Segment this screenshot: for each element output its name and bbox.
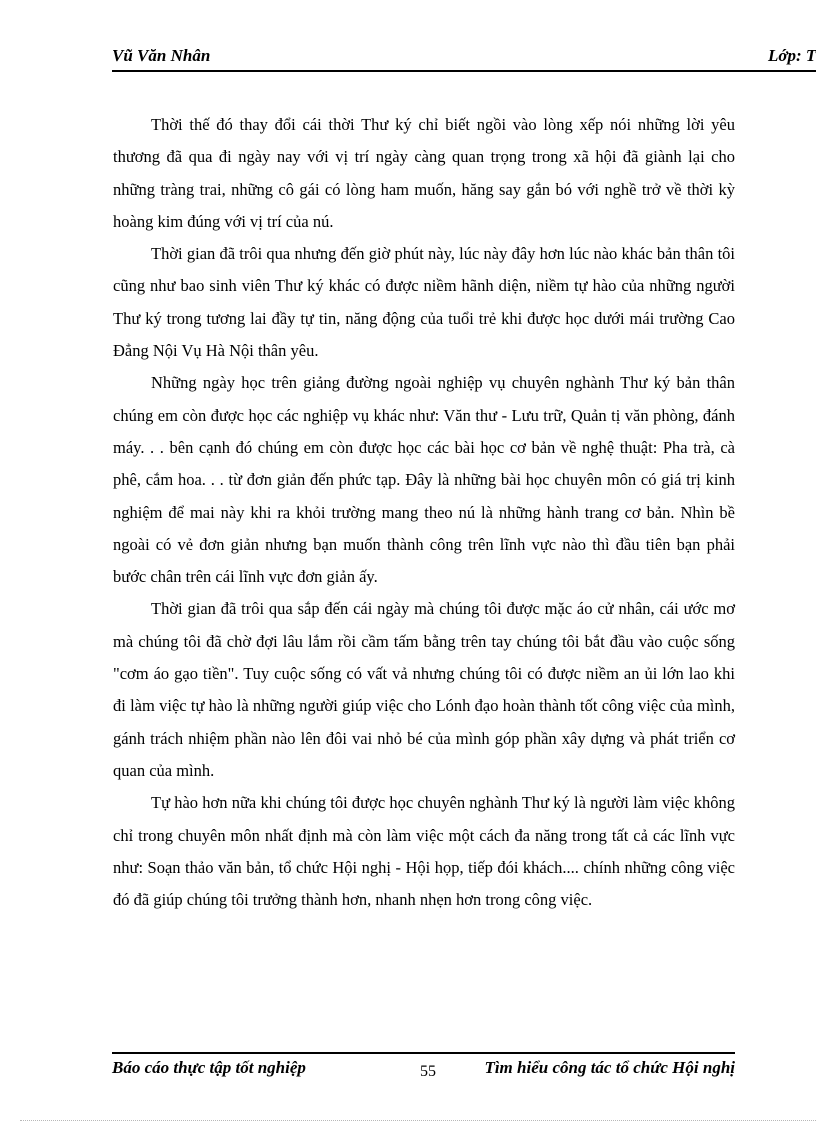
footer-rule: [112, 1052, 735, 1054]
paragraph: Thời gian đã trôi qua sắp đến cái ngày mà chúng tôi được mặc áo cử nhân, cái ước mơ mà chúng tôi đã chờ đợi lâu lắm rồi cầm tấm bằng trên tay chúng tôi bắt đầu vào cuộc sống "cơm áo gạo tiền". Tuy cuộc sống có vất vả nhưng chúng tôi có được niềm an ủi lớn lao khi đi làm việc tự hào là những người giúp việc cho Lónh đạo hoàn thành tốt công việc của mình, gánh trách nhiệm phần nào lên đôi vai nhỏ bé của mình góp phần xây dựng và phát triển cơ quan của mình.: [113, 599, 735, 780]
header-class-label: Lớp: T: [768, 46, 816, 65]
document-body: [113, 109, 735, 916]
footer-topic: Tìm hiểu công tác tổ chức Hội nghị: [484, 1058, 735, 1077]
footer-report-title: Báo cáo thực tập tốt nghiệp: [112, 1058, 306, 1077]
paragraph: Những ngày học trên giảng đường ngoài nghiệp vụ chuyên nghành Thư ký bản thân chúng em còn được học các nghiệp vụ khác như: Văn thư - Lưu trữ, Quản tị văn phòng, đánh máy. . . bên cạnh đó chúng em còn được học các bài học cơ bản về nghệ thuật: Pha trà, cà phê, cắm hoa. . . từ đơn giản đến phức tạp. Đây là những bài học chuyên môn có giá trị kinh nghiệm để mai này khi ra khỏi trường mang theo nú là những hành trang cơ bản. Nhìn bề ngoài có vẻ đơn giản nhưng bạn muốn thành công trên lĩnh vực nào thì đầu tiên bạn phải bước chân trên cái lĩnh vực đơn giản ấy.: [113, 373, 735, 587]
header-rule: [112, 70, 816, 72]
page-edge: [20, 1120, 816, 1121]
header-author: Vũ Văn Nhân: [112, 46, 211, 65]
page-number: 55: [420, 1063, 436, 1080]
paragraph: Thời gian đã trôi qua nhưng đến giờ phút này, lúc này đây hơn lúc nào khác bản thân tôi cũng như bao sinh viên Thư ký khác có được niềm hãnh diện, niềm tự hào của những người Thư ký trong tương lai đầy tự tin, năng động của tuổi trẻ khi được học dưới mái trường Cao Đẳng Nội Vụ Hà Nội thân yêu.: [113, 244, 735, 361]
paragraph: Tự hào hơn nữa khi chúng tôi được học chuyên nghành Thư ký là người làm việc không chỉ trong chuyên môn nhất định mà còn làm việc một cách đa năng trong tất cả các lĩnh vực như: Soạn thảo văn bản, tổ chức Hội nghị - Hội họp, tiếp đói khách.... chính những công việc đó đã giúp chúng tôi trưởng thành hơn, nhanh nhẹn hơn trong công việc.: [113, 793, 735, 910]
paragraph: Thời thế đó thay đổi cái thời Thư ký chỉ biết ngồi vào lòng xếp nói những lời yêu thương đã qua đi ngày nay với vị trí ngày càng quan trọng trong xã hội đã giành lại cho những tràng trai, những cô gái có lòng ham muốn, hăng say gắn bó với nghề trở về thời kỳ hoàng kim đúng với vị trí của nú.: [113, 115, 735, 231]
